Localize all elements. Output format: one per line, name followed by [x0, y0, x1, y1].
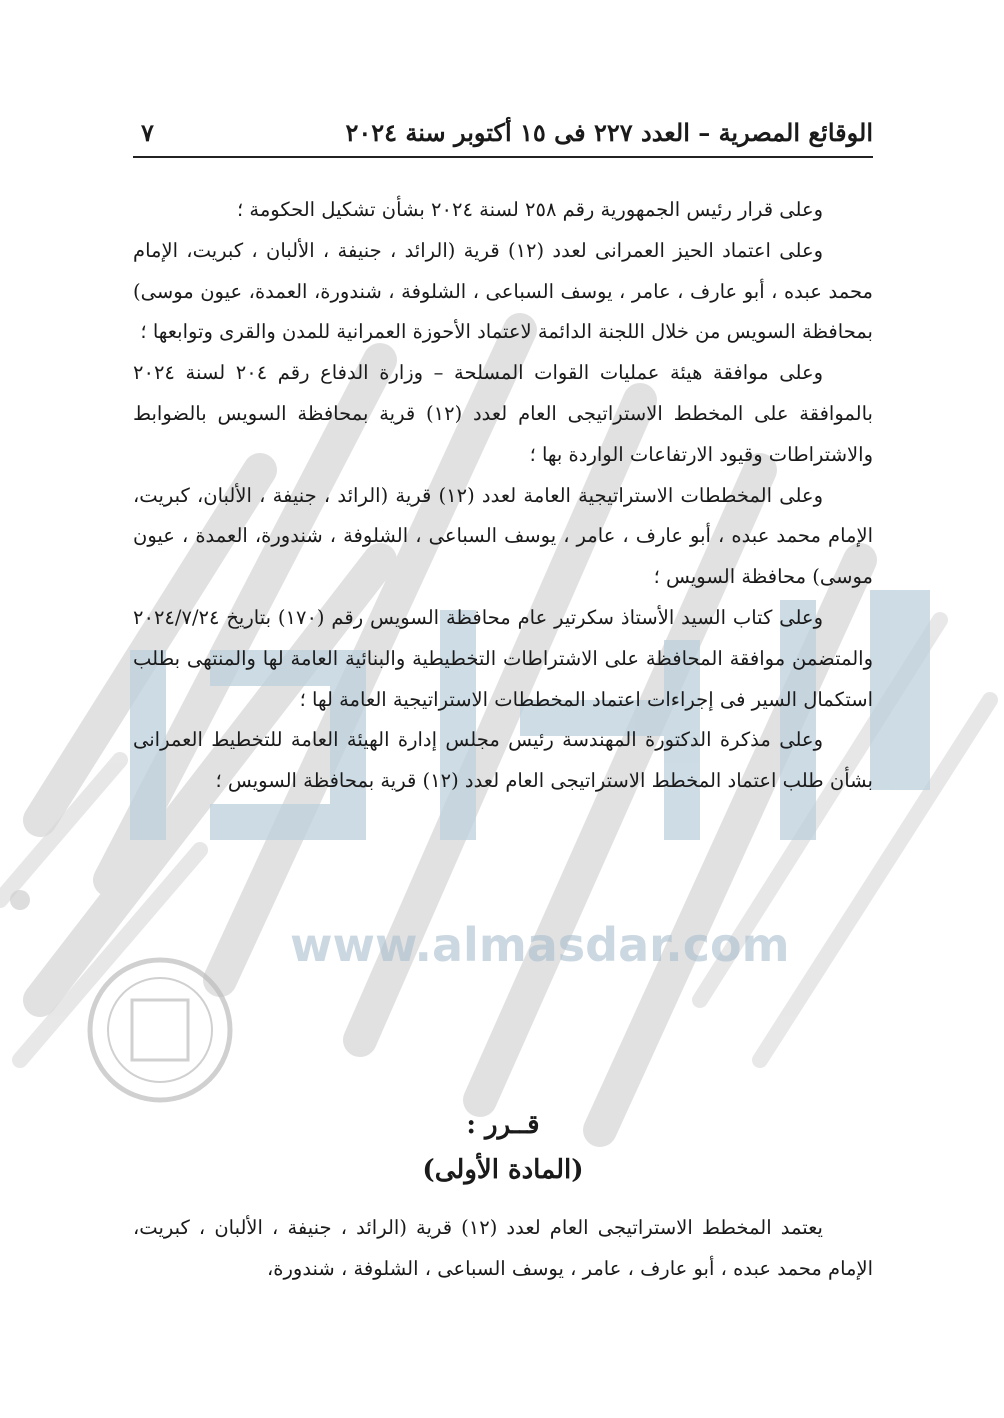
preamble-text	[133, 190, 873, 802]
article-heading: (المادة الأولى)	[422, 1155, 584, 1185]
header-title: الوقائع المصرية – العدد ٢٢٧ فى ١٥ أكتوبر سنة ٢٠٢٤	[345, 117, 873, 147]
paragraph: وعلى قرار رئيس الجمهورية رقم ٢٥٨ لسنة ٢٠٢٤ بشأن تشكيل الحكومة ؛	[237, 198, 823, 221]
page-header	[133, 112, 873, 152]
decree-heading: قــرر :	[466, 1110, 540, 1140]
paragraph: يعتمد المخطط الاستراتيجى العام لعدد (١٢) قرية (الرائد ، جنيفة ، الألبان ، كبريت، الإمام محمد عبده ، أبو عارف ، عامر ، يوسف السباعى ، الشلوفة ، شندورة،	[133, 1216, 873, 1280]
article-text	[133, 1208, 873, 1290]
paragraph: وعلى كتاب السيد الأستاذ سكرتير عام محافظة السويس رقم (١٧٠) بتاريخ ٢٠٢٤/٧/٢٤ والمتضمن موافقة المحافظة على الاشتراطات التخطيطية والبنائية العامة لها والمنتهى بطلب استكمال السير فى إجراءات اعتماد المخططات الاستراتيجية العامة لها ؛	[133, 605, 873, 711]
header-divider	[133, 156, 873, 158]
paragraph: وعلى موافقة هيئة عمليات القوات المسلحة – وزارة الدفاع رقم ٢٠٤ لسنة ٢٠٢٤ بالموافقة على المخطط الاستراتيجى العام لعدد (١٢) قرية بمحافظة السويس بالضوابط والاشتراطات وقيود الارتفاعات الواردة بها ؛	[133, 361, 873, 466]
page-number: ٧	[141, 117, 154, 147]
paragraph: وعلى المخططات الاستراتيجية العامة لعدد (١٢) قرية (الرائد ، جنيفة ، الألبان، كبريت، الإمام محمد عبده ، أبو عارف ، عامر ، يوسف السباعى ، الشلوفة ، شندورة، العمدة ، عيون موسى) محافظة السويس ؛	[133, 483, 873, 589]
paragraph: وعلى اعتماد الحيز العمرانى لعدد (١٢) قرية (الرائد ، جنيفة ، الألبان ، كبريت، الإمام محمد عبده ، أبو عارف ، عامر ، يوسف السباعى ، الشلوفة ، شندورة، العمدة، عيون موسى) بمحافظة السويس من خلال اللجنة الدائمة لاعتماد الأحوزة العمرانية للمدن والقرى وتوابعها ؛	[133, 238, 873, 344]
paragraph: وعلى مذكرة الدكتورة المهندسة رئيس مجلس إدارة الهيئة العامة للتخطيط العمرانى بشأن طلب اعتماد المخطط الاستراتيجى العام لعدد (١٢) قرية بمحافظة السويس ؛	[133, 728, 873, 793]
watermark-url: www.almasdar.com	[290, 918, 790, 972]
